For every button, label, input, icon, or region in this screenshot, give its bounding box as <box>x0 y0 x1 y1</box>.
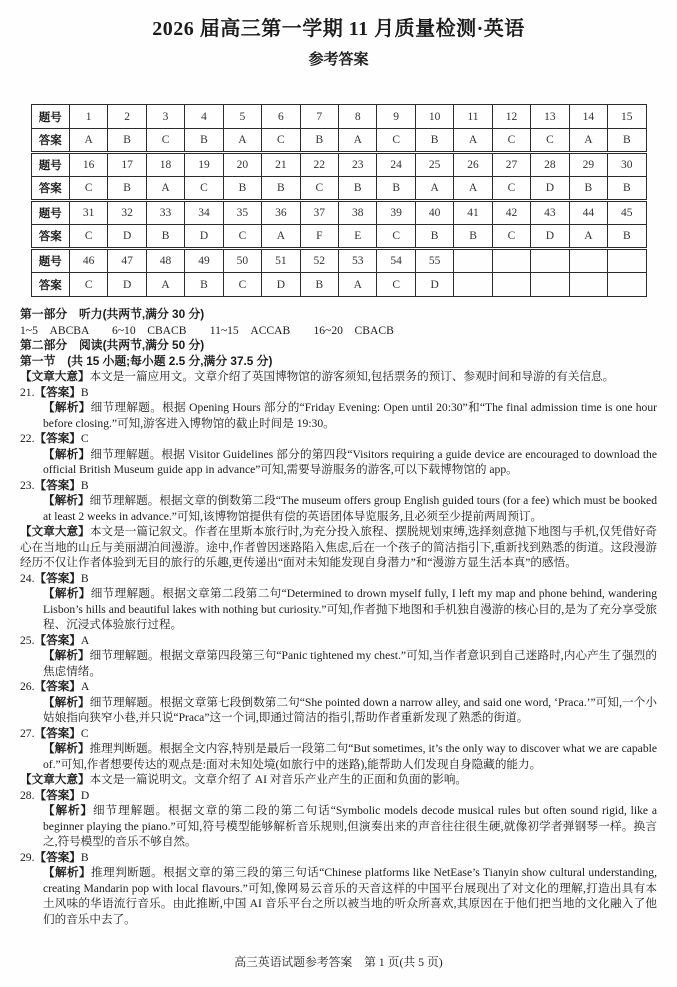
answer-cell: C <box>492 177 530 201</box>
question-number-cell: 49 <box>185 249 223 273</box>
answer-row <box>31 273 646 297</box>
answer-cell: B <box>454 225 492 249</box>
answer-cell: C <box>146 129 184 153</box>
answer-cell: A <box>415 177 453 201</box>
analysis-text: 细节理解题。根据文章第七段倒数第二句“She pointed down a narrow alley, and said one word, ‘Praca.’”可知,一个小姑娘指向狭窄小巷,并只说“Praca”这一个词,即通过简洁的指引,帮助作者重新发现了熟悉的街道。 <box>43 695 657 724</box>
question-number-cell: 25 <box>415 153 453 177</box>
analysis-paragraph <box>20 865 657 927</box>
analysis-paragraph <box>20 695 657 726</box>
question-number-cell: 29 <box>569 153 607 177</box>
answer-value: B <box>80 478 89 492</box>
question-number-cell: 18 <box>146 153 184 177</box>
page-footer: 高三英语试题参考答案 第 1 页(共 5 页) <box>234 955 443 969</box>
answer-cell: C <box>69 225 107 249</box>
question-number: 29. <box>20 850 35 864</box>
analysis-label: 【解析】 <box>43 866 92 879</box>
answer-cell: C <box>377 129 415 153</box>
question-number-cell <box>569 249 607 273</box>
answer-line <box>20 385 657 401</box>
question-number-cell: 22 <box>300 153 338 177</box>
answer-cell: D <box>108 273 146 297</box>
question-number-cell: 38 <box>339 201 377 225</box>
answer-value: A <box>80 680 90 693</box>
answer-cell: C <box>531 129 569 153</box>
answer-cell <box>454 273 492 297</box>
answer-cell <box>569 273 607 297</box>
section-heading: 第一节 (共 15 小题;每小题 2.5 分,满分 37.5 分) <box>20 353 273 368</box>
answer-cell: B <box>608 129 646 153</box>
answer-cell: B <box>608 177 646 201</box>
answer-line <box>20 726 657 742</box>
answer-cell: C <box>300 177 338 201</box>
question-number-cell: 1 <box>69 105 107 129</box>
answer-cell: B <box>608 225 646 249</box>
answer-cell: C <box>223 273 261 297</box>
question-number-cell: 32 <box>108 201 146 225</box>
answer-line <box>20 478 657 494</box>
answer-cell: C <box>377 273 415 297</box>
page-title: 2026 届高三第一学期 11 月质量检测·英语 <box>152 18 525 40</box>
answer-cell: B <box>300 273 338 297</box>
question-number: 21. <box>20 385 35 399</box>
answer-cell: B <box>146 225 184 249</box>
question-number-cell: 52 <box>300 249 338 273</box>
answer-cell: B <box>415 129 453 153</box>
question-number-cell: 36 <box>262 201 300 225</box>
answer-cell <box>531 273 569 297</box>
answer-cell: D <box>262 273 300 297</box>
question-number: 27. <box>20 726 35 740</box>
question-number-cell: 31 <box>69 201 107 225</box>
summary-text: 本文是一篇记叙文。作者在里斯本旅行时,为充分投入旅程、摆脱规划束缚,选择刻意抛下地图与手机,仅凭借好奇心在当地的山丘与美丽湖泊间漫游。途中,作者曾因迷路陷入焦虑,后在一个孩子的简洁指引下,重新找到熟悉的街道。这段漫游经历不仅让作者体验到无目的旅行的乐趣,更传递出“面对未知能发现自身潜力”和“漫游方显生活本真”的感悟。 <box>20 525 657 569</box>
answer-value: B <box>80 385 89 399</box>
question-number-cell: 46 <box>69 249 107 273</box>
question-number-cell: 20 <box>223 153 261 177</box>
question-number-cell: 8 <box>339 105 377 129</box>
question-number: 28. <box>20 788 35 802</box>
answer-row-label: 答案 <box>31 225 69 249</box>
question-number-cell: 3 <box>146 105 184 129</box>
question-number-cell: 16 <box>69 153 107 177</box>
question-number-row-label: 题号 <box>31 201 69 225</box>
analysis-paragraph <box>20 493 657 524</box>
answer-cell <box>492 273 530 297</box>
question-number-cell: 19 <box>185 153 223 177</box>
question-number-row <box>31 153 646 177</box>
question-number-row-label: 题号 <box>31 249 69 273</box>
question-number-cell: 5 <box>223 105 261 129</box>
answer-cell: B <box>185 129 223 153</box>
analysis-paragraph <box>20 447 657 478</box>
analysis-text: 细节理解题。根据 Opening Hours 部分的“Friday Evening: Open until 20:30”和“The final admission time is one hour before closing.”可知,游客进入博物馆的截止时间是 19:30。 <box>43 401 657 430</box>
answer-row-label: 答案 <box>31 129 69 153</box>
answer-row-label: 答案 <box>31 273 69 297</box>
question-number-cell: 26 <box>454 153 492 177</box>
answer-cell: F <box>300 225 338 249</box>
question-number-cell: 23 <box>339 153 377 177</box>
answer-row <box>31 225 646 249</box>
answer-cell: D <box>108 225 146 249</box>
answer-line <box>20 679 657 695</box>
question-number-cell: 15 <box>608 105 646 129</box>
analysis-paragraph <box>20 648 657 679</box>
answer-cell: C <box>492 225 530 249</box>
question-number-cell: 47 <box>108 249 146 273</box>
answer-cell: A <box>339 273 377 297</box>
question-number-row <box>31 249 646 273</box>
answer-cell: B <box>377 177 415 201</box>
question-number-cell: 44 <box>569 201 607 225</box>
analysis-text: 细节理解题。根据 Visitor Guidelines 部分的第四段“Visitors requiring a guide device are encouraged to download the official British Museum guide app in advance”可知,需要导游服务的游客,可以下载博物馆的 app。 <box>43 447 657 476</box>
question-number-cell: 27 <box>492 153 530 177</box>
question-number: 24. <box>20 571 35 585</box>
question-number-cell: 53 <box>339 249 377 273</box>
question-number-cell: 2 <box>108 105 146 129</box>
answer-line <box>20 788 657 804</box>
answer-cell: C <box>377 225 415 249</box>
answer-cell: B <box>415 225 453 249</box>
question-number-row <box>31 105 646 129</box>
question-number-cell: 17 <box>108 153 146 177</box>
answer-label: 【答案】 <box>34 571 81 585</box>
answer-label: 【答案】 <box>34 385 81 399</box>
answer-cell: A <box>69 129 107 153</box>
answer-table <box>31 104 647 297</box>
passage-summary <box>20 772 657 788</box>
answer-label: 【答案】 <box>34 726 81 740</box>
answer-cell: D <box>531 225 569 249</box>
question-number-cell: 48 <box>146 249 184 273</box>
answer-cell: D <box>185 225 223 249</box>
answer-value: D <box>80 788 90 802</box>
answer-cell: A <box>146 273 184 297</box>
analysis-label: 【解析】 <box>43 401 91 414</box>
analysis-label: 【解析】 <box>43 742 90 755</box>
answer-value: B <box>80 571 89 585</box>
question-number-cell: 21 <box>262 153 300 177</box>
analysis-label: 【解析】 <box>43 587 91 600</box>
answer-cell: D <box>415 273 453 297</box>
answer-row <box>31 177 646 201</box>
section-heading: 第二部分 阅读(共两节,满分 50 分) <box>20 338 205 352</box>
question-number-cell: 4 <box>185 105 223 129</box>
passage-summary <box>20 524 657 571</box>
analysis-text: 细节理解题。根据文章第四段第三句“Panic tightened my chest.”可知,当作者意识到自己迷路时,内心产生了强烈的焦虑情绪。 <box>43 649 657 678</box>
question-number-cell: 45 <box>608 201 646 225</box>
question-number: 26. <box>20 680 35 693</box>
answer-line <box>20 850 657 866</box>
question-number-cell: 55 <box>415 249 453 273</box>
answer-cell: A <box>569 225 607 249</box>
question-number-cell: 10 <box>415 105 453 129</box>
answer-value: C <box>80 432 89 445</box>
answer-line <box>20 633 657 649</box>
question-number-cell: 24 <box>377 153 415 177</box>
question-number-cell: 51 <box>262 249 300 273</box>
analysis-label: 【解析】 <box>43 447 91 461</box>
question-number-row <box>31 201 646 225</box>
question-number-cell: 43 <box>531 201 569 225</box>
answer-label: 【答案】 <box>34 478 81 492</box>
question-number-cell: 54 <box>377 249 415 273</box>
analysis-label: 【解析】 <box>43 494 90 507</box>
question-number-cell: 34 <box>185 201 223 225</box>
answer-cell: B <box>300 129 338 153</box>
answer-cell: C <box>185 177 223 201</box>
answer-value: A <box>80 633 90 647</box>
answer-cell: C <box>262 129 300 153</box>
answer-cell: A <box>454 177 492 201</box>
analysis-label: 【解析】 <box>43 695 90 709</box>
summary-label: 【文章大意】 <box>20 370 90 383</box>
question-number: 22. <box>20 432 35 445</box>
answer-cell: C <box>492 129 530 153</box>
question-number-cell: 30 <box>608 153 646 177</box>
question-number-cell: 41 <box>454 201 492 225</box>
summary-text: 本文是一篇说明文。文章介绍了 AI 对音乐产业产生的正面和负面的影响。 <box>89 773 468 786</box>
question-number-cell: 28 <box>531 153 569 177</box>
answer-label: 【答案】 <box>34 680 81 693</box>
answer-cell: B <box>262 177 300 201</box>
answer-cell: E <box>339 225 377 249</box>
question-number: 23. <box>20 478 35 492</box>
question-number-cell: 42 <box>492 201 530 225</box>
question-number-cell <box>492 249 530 273</box>
analysis-label: 【解析】 <box>43 804 94 817</box>
answer-cell: B <box>108 177 146 201</box>
listening-answer-key: 1~5 ABCBA 6~10 CBACB 11~15 ACCAB 16~20 CBACB <box>20 323 394 337</box>
answer-line <box>20 431 657 447</box>
question-number-cell: 6 <box>262 105 300 129</box>
answer-label: 【答案】 <box>34 788 81 802</box>
answer-cell: B <box>185 273 223 297</box>
question-number-row-label: 题号 <box>31 153 69 177</box>
question-number-cell: 37 <box>300 201 338 225</box>
analysis-paragraph <box>20 400 657 431</box>
summary-label: 【文章大意】 <box>20 525 90 538</box>
question-number-cell <box>454 249 492 273</box>
answer-cell: D <box>531 177 569 201</box>
answer-cell: C <box>69 177 107 201</box>
question-number-cell: 39 <box>377 201 415 225</box>
analysis-paragraph <box>20 803 657 850</box>
answer-cell: B <box>108 129 146 153</box>
question-number-cell: 9 <box>377 105 415 129</box>
question-number-cell <box>531 249 569 273</box>
answer-cell: B <box>569 177 607 201</box>
answer-label: 【答案】 <box>34 633 81 647</box>
question-number-cell: 40 <box>415 201 453 225</box>
section-heading: 第一部分 听力(共两节,满分 30 分) <box>20 307 205 321</box>
answer-cell: B <box>223 177 261 201</box>
question-number-cell: 50 <box>223 249 261 273</box>
answer-value: B <box>80 850 89 864</box>
answer-cell: C <box>69 273 107 297</box>
question-number-cell <box>608 249 646 273</box>
analysis-text: 细节理解题。根据文章第二段第二句“Determined to drown myself fully, I left my map and phone behind, wandering Lisbon’s hills and beautiful lakes with nothing but curiosity.”可知,作者抛下地图和手机独自漫游的核心目的,是为了充分享受旅程、沉浸式体验旅行过程。 <box>43 587 658 631</box>
question-number-cell: 11 <box>454 105 492 129</box>
answer-label: 【答案】 <box>34 850 81 864</box>
answer-label: 【答案】 <box>34 432 81 445</box>
answer-cell: A <box>262 225 300 249</box>
answer-line <box>20 571 657 587</box>
question-number-cell: 33 <box>146 201 184 225</box>
question-number-cell: 12 <box>492 105 530 129</box>
analysis-text: 细节理解题。根据文章的第二段的第二句话“Symbolic models decode musical rules but often sound rigid, like a beginner playing the piano.”可知,符号模型能够解析音乐规则,但演奏出来的声音往往很生硬,就像初学者弹钢琴一样。换言之,符号模型的音乐不够自然。 <box>43 804 657 848</box>
answer-cell: B <box>339 177 377 201</box>
question-number-row-label: 题号 <box>31 105 69 129</box>
analysis-text: 推理判断题。根据文章的第三段的第三句话“Chinese platforms like NetEase’s Tianyin show cultural understanding, creating Mandarin pop with local flavours.”可知,像网易云音乐的天音这样的中国平台展现出了对文化的理解,打造出具有本土风味的华语流行音乐。由此推断,中国 AI 音乐平台之所以被当地的听众所喜欢,其原因在于他们把当地的文化融入了他们的音乐中去了。 <box>43 866 657 926</box>
passage-summary <box>20 369 657 385</box>
summary-label: 【文章大意】 <box>20 773 90 786</box>
answer-value: C <box>80 726 89 740</box>
answer-row <box>31 129 646 153</box>
analysis-text: 推理判断题。根据全文内容,特别是最后一段第二句“But sometimes, it’s the only way to discover what we are capable of.”可知,作者想要传达的观点是:面对未知处境(如旅行中的迷路),能帮助人们发现自身隐藏的能力。 <box>43 742 657 771</box>
question-number-cell: 35 <box>223 201 261 225</box>
page-subtitle: 参考答案 <box>308 51 369 68</box>
analysis-text: 细节理解题。根据文章的倒数第二段“The museum offers group English guided tours (for a fee) which must be booked at least 2 weeks in advance.”可知,该博物馆提供有偿的英语团体导览服务,且必须至少提前两周预订。 <box>43 494 657 523</box>
answer-cell: C <box>223 225 261 249</box>
analysis-label: 【解析】 <box>43 649 90 662</box>
answer-cell <box>608 273 646 297</box>
answer-cell: A <box>454 129 492 153</box>
answer-cell: A <box>146 177 184 201</box>
question-number-cell: 14 <box>569 105 607 129</box>
answer-cell: A <box>569 129 607 153</box>
answer-content <box>20 307 657 927</box>
answer-row-label: 答案 <box>31 177 69 201</box>
summary-text: 本文是一篇应用文。文章介绍了英国博物馆的游客须知,包括票务的预订、参观时间和导游的有关信息。 <box>89 370 615 383</box>
question-number-cell: 13 <box>531 105 569 129</box>
answer-cell: A <box>339 129 377 153</box>
answer-cell: A <box>223 129 261 153</box>
question-number-cell: 7 <box>300 105 338 129</box>
analysis-paragraph <box>20 586 657 633</box>
question-number: 25. <box>20 633 35 647</box>
analysis-paragraph <box>20 741 657 772</box>
